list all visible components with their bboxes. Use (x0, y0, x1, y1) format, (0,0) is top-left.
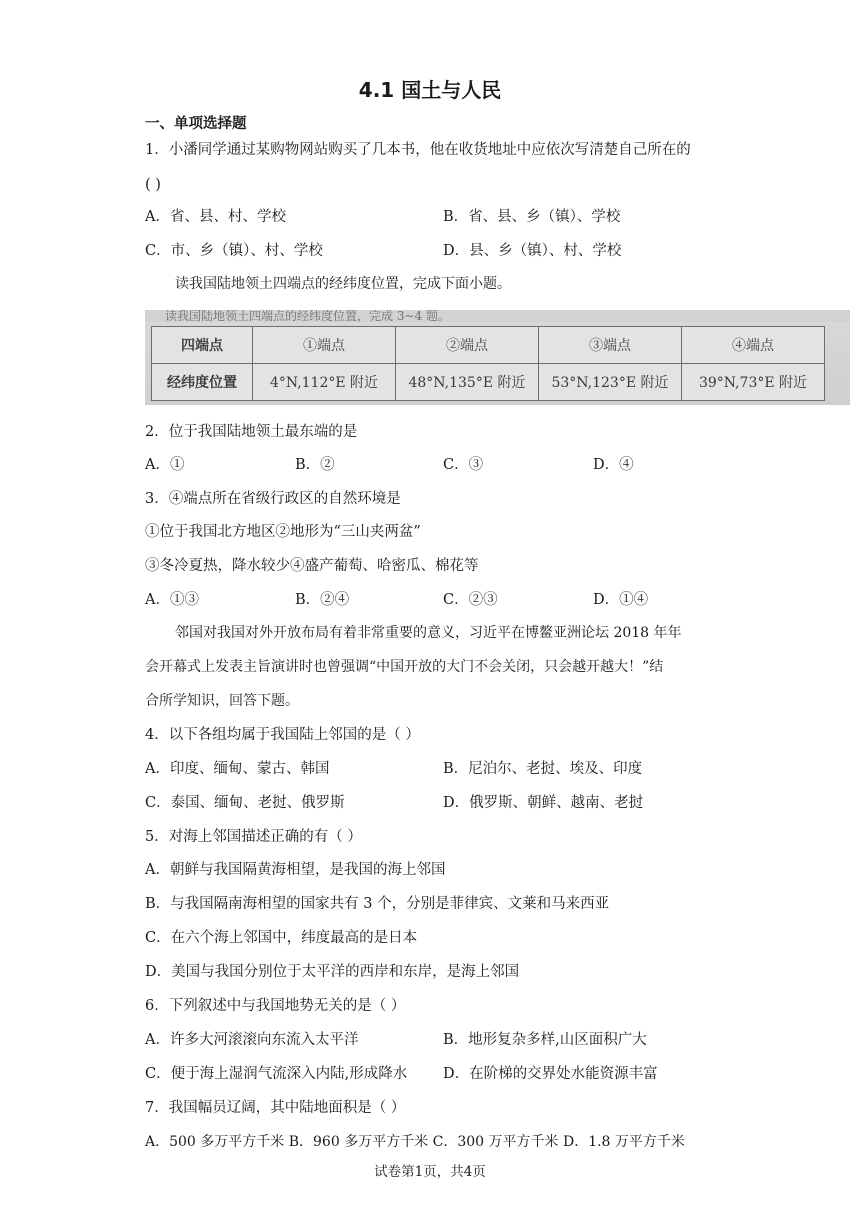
q5-option-c: C．在六个海上邻国中，纬度最高的是日本 (145, 930, 418, 946)
q3-option-b: B．②④ (295, 592, 350, 608)
passage-line-2: 会开幕式上发表主旨演讲时也曾强调“中国开放的大门不会关闭，只会越开越大！”结 (145, 659, 664, 675)
q5-option-a: A．朝鲜与我国隔黄海相望，是我国的海上邻国 (145, 862, 446, 878)
q6-option-d: D．在阶梯的交界处水能资源丰富 (443, 1066, 658, 1082)
q6-option-b: B．地形复杂多样,山区面积广大 (443, 1032, 647, 1048)
q7-options: A．500 多万平方千米 B．960 多万平方千米 C．300 万平方千米 D．1.8 万平方千米 (145, 1134, 685, 1150)
q6-option-c: C．便于海上湿润气流深入内陆,形成降水 (145, 1066, 408, 1082)
q5-option-d: D．美国与我国分别位于太平洋的西岸和东岸，是海上邻国 (145, 964, 520, 980)
table-cell: 48°N,135°E 附近 (396, 364, 539, 401)
table-intro: 读我国陆地领土四端点的经纬度位置，完成下面小题。 (175, 276, 511, 292)
q4-option-d: D．俄罗斯、朝鲜、越南、老挝 (443, 795, 644, 811)
table-cell: ③端点 (539, 327, 682, 364)
table-header-cell: 四端点 (152, 327, 253, 364)
q6-option-a: A．许多大河滚滚向东流入太平洋 (145, 1032, 359, 1048)
page-title: 4.1 国土与人民 (358, 78, 502, 102)
q4-option-a: A．印度、缅甸、蒙古、韩国 (145, 761, 330, 777)
q3-option-c: C．②③ (443, 592, 498, 608)
q4-stem: 4．以下各组均属于我国陆上邻国的是（ ） (145, 727, 420, 743)
q3-option-a: A．①③ (145, 592, 199, 608)
table-cell: ①端点 (253, 327, 396, 364)
passage-line-1: 邻国对我国对外开放布局有着非常重要的意义，习近平在博鳌亚洲论坛 2018 年年 (175, 625, 682, 641)
photo-table-cropped-caption: 读我国陆地领土四端点的经纬度位置，完成 3~4 题。 (145, 310, 850, 322)
table-cell: ②端点 (396, 327, 539, 364)
q1-paren: ( ) (145, 177, 161, 193)
q2-stem: 2．位于我国陆地领土最东端的是 (145, 424, 358, 440)
q1-option-b: B．省、县、乡（镇）、学校 (443, 209, 621, 225)
q2-option-b: B．② (295, 457, 335, 473)
q3-option-d: D．①④ (593, 592, 649, 608)
photo-table-image (145, 310, 850, 405)
table-cell: 4°N,112°E 附近 (253, 364, 396, 401)
q2-option-d: D．④ (593, 457, 634, 473)
q7-stem: 7．我国幅员辽阔，其中陆地面积是（ ） (145, 1100, 406, 1116)
q3-statement-2: ③冬冷夏热，降水较少④盛产葡萄、哈密瓜、棉花等 (145, 558, 479, 574)
page-footer: 试卷第1页，共4页 (374, 1164, 486, 1180)
q4-option-b: B．尼泊尔、老挝、埃及、印度 (443, 761, 643, 777)
q2-option-a: A．① (145, 457, 185, 473)
table-header-cell: 经纬度位置 (152, 364, 253, 401)
table-cell: 39°N,73°E 附近 (682, 364, 825, 401)
q1-option-a: A．省、县、村、学校 (145, 209, 286, 225)
q5-option-b: B．与我国隔南海相望的国家共有 3 个，分别是菲律宾、文莱和马来西亚 (145, 896, 610, 912)
q1-option-d: D．县、乡（镇）、村、学校 (443, 243, 622, 259)
section-heading: 一、单项选择题 (145, 116, 247, 132)
q1-stem: 1．小潘同学通过某购物网站购买了几本书，他在收货地址中应依次写清楚自己所在的 (145, 142, 691, 158)
q5-stem: 5．对海上邻国描述正确的有（ ） (145, 829, 362, 845)
table-cell: 53°N,123°E 附近 (539, 364, 682, 401)
q6-stem: 6．下列叙述中与我国地势无关的是（ ） (145, 998, 406, 1014)
q3-statement-1: ①位于我国北方地区②地形为“三山夹两盆” (145, 524, 421, 540)
table-cell: ④端点 (682, 327, 825, 364)
q3-stem: 3．④端点所在省级行政区的自然环境是 (145, 491, 401, 507)
table-row (152, 327, 825, 364)
q4-option-c: C．泰国、缅甸、老挝、俄罗斯 (145, 795, 345, 811)
table-row (152, 364, 825, 401)
q1-option-c: C．市、乡（镇）、村、学校 (145, 243, 323, 259)
endpoints-table (151, 326, 825, 401)
passage-line-3: 合所学知识，回答下题。 (145, 693, 299, 709)
q2-option-c: C．③ (443, 457, 484, 473)
